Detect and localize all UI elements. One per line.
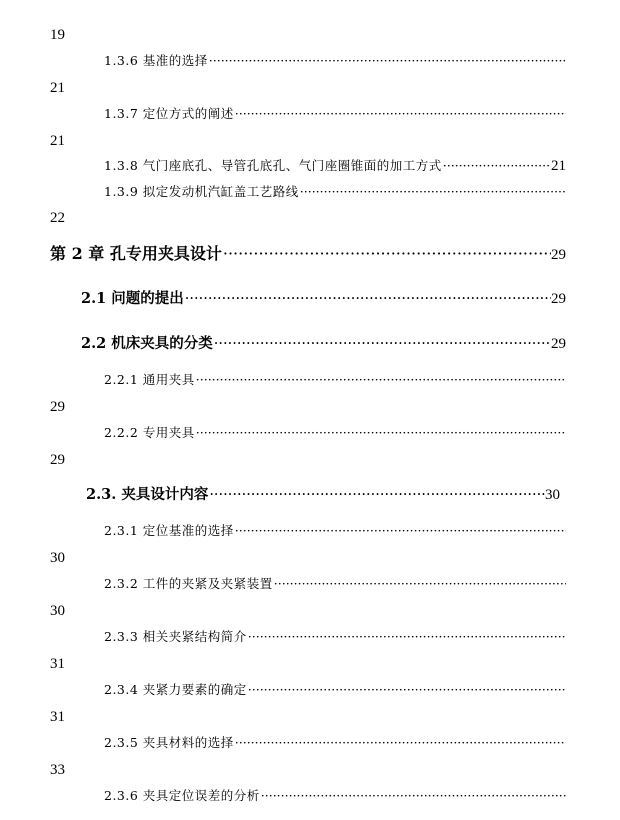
page-number: 21 bbox=[50, 80, 65, 96]
toc-entry-1-3-8[interactable] bbox=[104, 158, 566, 174]
page-number: 29 bbox=[50, 452, 65, 468]
page-number: 19 bbox=[50, 27, 65, 43]
toc-entry-label: 2.3.1 定位基准的选择 bbox=[104, 523, 234, 538]
toc-entry-1-3-9[interactable] bbox=[104, 184, 566, 200]
dot-leader bbox=[196, 425, 566, 441]
toc-entry-2-3-4[interactable] bbox=[104, 682, 566, 698]
toc-entry-label: 2.1 问题的提出 bbox=[81, 290, 184, 307]
dot-leader bbox=[214, 335, 551, 353]
toc-entry-label: 2.2.1 通用夹具 bbox=[104, 372, 195, 387]
dot-leader bbox=[185, 290, 551, 308]
toc-entry-label: 1.3.8 气门座底孔、导管孔底孔、气门座圈锥面的加工方式 bbox=[104, 158, 442, 173]
dot-leader bbox=[274, 576, 566, 592]
toc-entry-page: 29 bbox=[551, 247, 566, 263]
toc-entry-label: 2.3.2 工件的夹紧及夹紧装置 bbox=[104, 576, 273, 591]
toc-chapter-2[interactable] bbox=[50, 244, 566, 265]
page-number: 30 bbox=[50, 550, 65, 566]
toc-entry-page: 29 bbox=[551, 291, 566, 307]
page-number: 22 bbox=[50, 210, 65, 226]
toc-section-2-2[interactable] bbox=[81, 335, 566, 353]
dot-leader bbox=[300, 184, 566, 200]
toc-entry-label: 2.3.5 夹具材料的选择 bbox=[104, 735, 234, 750]
toc-entry-2-2-1[interactable] bbox=[104, 372, 566, 388]
dot-leader bbox=[196, 372, 566, 388]
dot-leader bbox=[248, 629, 566, 645]
toc-entry-2-3-5[interactable] bbox=[104, 735, 566, 751]
toc-entry-page: 29 bbox=[551, 336, 566, 352]
toc-entry-2-3-2[interactable] bbox=[104, 576, 566, 592]
dot-leader bbox=[209, 486, 545, 504]
toc-entry-1-3-6[interactable] bbox=[104, 53, 566, 69]
toc-section-2-1[interactable] bbox=[81, 290, 566, 308]
toc-entry-label: 1.3.9 拟定发动机汽缸盖工艺路线 bbox=[104, 184, 299, 199]
page-number: 31 bbox=[50, 709, 65, 725]
page-number: 21 bbox=[50, 133, 65, 149]
toc-entry-2-3-1[interactable] bbox=[104, 523, 566, 539]
toc-entry-label: 2.3.6 夹具定位误差的分析 bbox=[104, 788, 260, 803]
page-number: 31 bbox=[50, 656, 65, 672]
dot-leader bbox=[235, 735, 566, 751]
dot-leader bbox=[248, 682, 566, 698]
page-number: 29 bbox=[50, 399, 65, 415]
toc-entry-page: 21 bbox=[551, 158, 566, 174]
toc-entry-label: 1.3.7 定位方式的阐述 bbox=[104, 106, 234, 121]
toc-section-2-3[interactable] bbox=[86, 486, 560, 504]
toc-entry-label: 2.2.2 专用夹具 bbox=[104, 425, 195, 440]
toc-entry-label: 2.3.3 相关夹紧结构简介 bbox=[104, 629, 247, 644]
page-number: 30 bbox=[50, 603, 65, 619]
toc-entry-label: 2.3.4 夹紧力要素的确定 bbox=[104, 682, 247, 697]
toc-entry-2-2-2[interactable] bbox=[104, 425, 566, 441]
dot-leader bbox=[235, 106, 566, 122]
toc-entry-1-3-7[interactable] bbox=[104, 106, 566, 122]
dot-leader bbox=[223, 244, 551, 264]
page-number: 33 bbox=[50, 762, 65, 778]
dot-leader bbox=[261, 788, 566, 804]
toc-entry-label: 第 2 章 孔专用夹具设计 bbox=[50, 244, 222, 263]
toc-entry-label: 2.2 机床夹具的分类 bbox=[81, 335, 213, 352]
toc-entry-label: 1.3.6 基准的选择 bbox=[104, 53, 208, 68]
dot-leader bbox=[209, 53, 566, 69]
dot-leader bbox=[443, 158, 551, 174]
toc-entry-2-3-3[interactable] bbox=[104, 629, 566, 645]
toc-entry-page: 30 bbox=[545, 487, 560, 503]
toc-entry-2-3-6[interactable] bbox=[104, 788, 566, 804]
dot-leader bbox=[235, 523, 566, 539]
toc-entry-label: 2.3. 夹具设计内容 bbox=[86, 486, 209, 503]
